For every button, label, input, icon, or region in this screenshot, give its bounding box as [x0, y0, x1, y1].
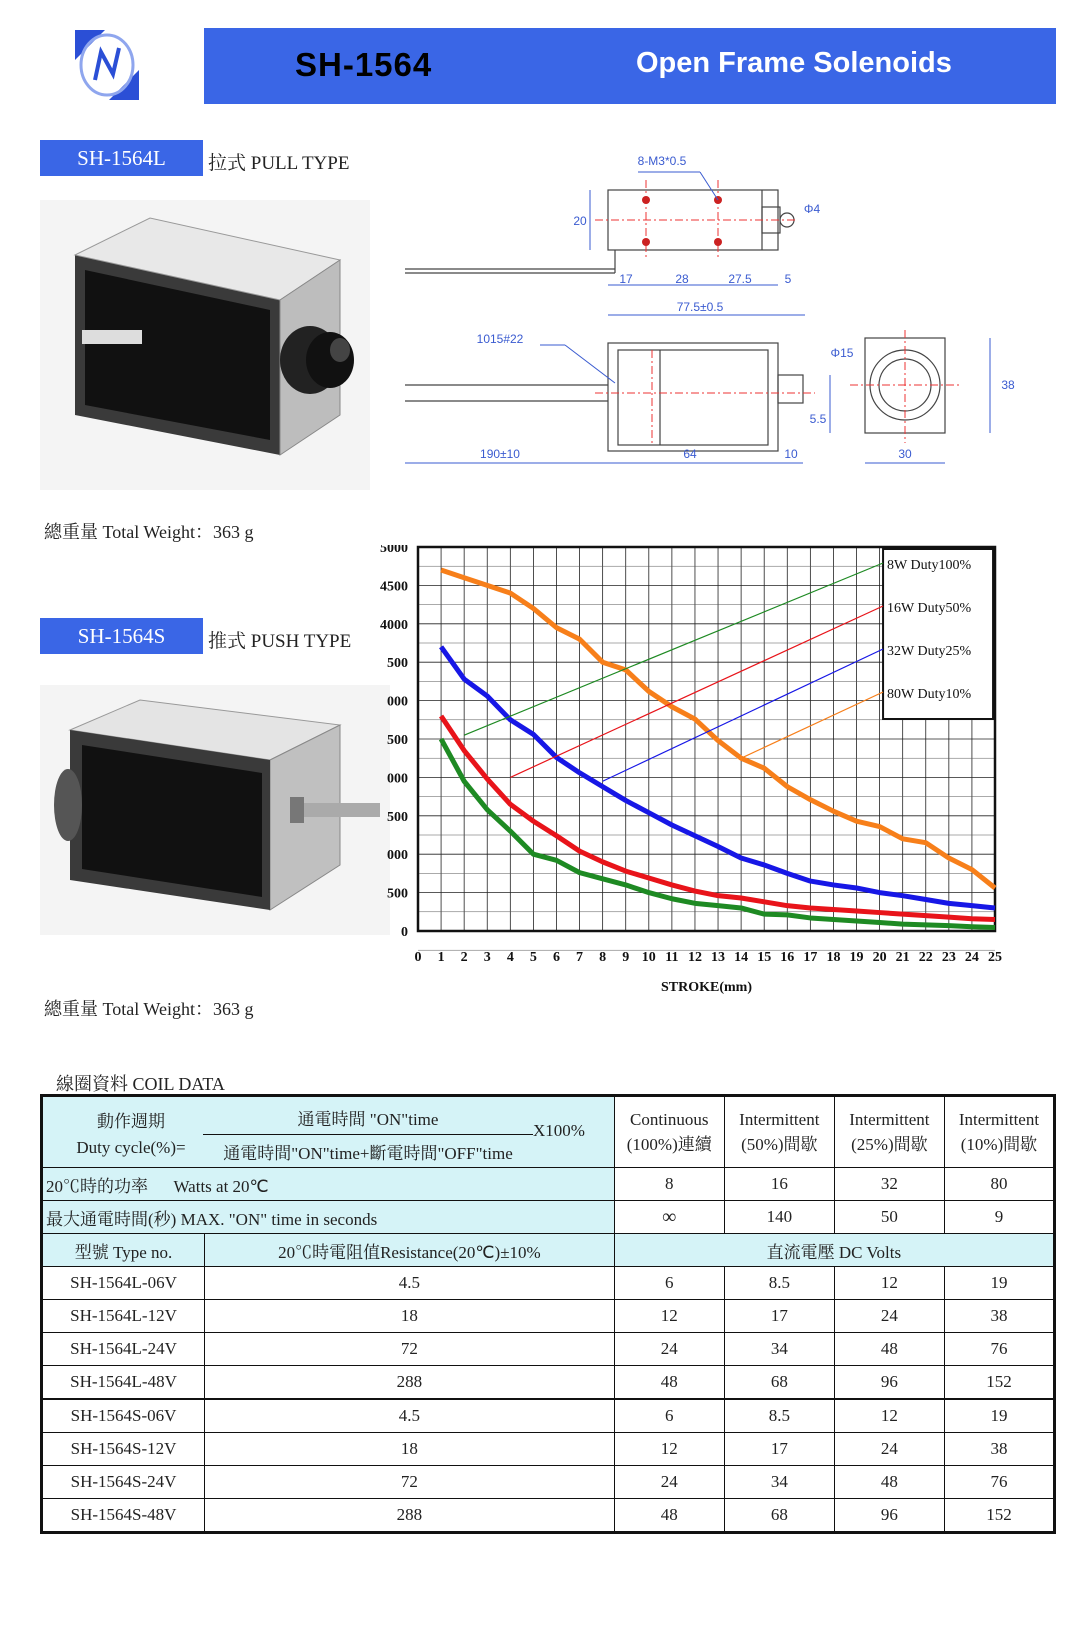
voltage-cell: 48	[614, 1499, 724, 1533]
col-header-10: Intermittent (10%)間歇	[944, 1096, 1054, 1168]
table-row	[42, 1267, 1055, 1300]
category-title: Open Frame Solenoids	[636, 47, 952, 79]
dim-30: 30	[898, 447, 912, 461]
resistance-cell: 72	[205, 1333, 615, 1366]
voltage-cell: 6	[614, 1399, 724, 1433]
pull-solenoid-photo	[40, 200, 370, 490]
voltage-cell: 48	[834, 1466, 944, 1499]
dimension-drawing	[400, 145, 1040, 510]
resistance-cell: 18	[205, 1433, 615, 1466]
dim-5: 5	[784, 272, 792, 286]
y-tick-label: 500	[387, 656, 408, 672]
voltage-cell: 12	[614, 1433, 724, 1466]
type-cell: SH-1564S-12V	[42, 1433, 205, 1466]
resistance-cell: 72	[205, 1466, 615, 1499]
table-row	[42, 1433, 1055, 1466]
x-axis-label: STROKE(mm)	[661, 980, 752, 995]
x-tick-label: 11	[665, 950, 679, 965]
col-header-50: Intermittent (50%)間歇	[724, 1096, 834, 1168]
voltage-cell: 38	[944, 1433, 1054, 1466]
type-cell: SH-1564L-06V	[42, 1267, 205, 1300]
dim-height: 20	[573, 214, 587, 228]
force-stroke-chart	[370, 545, 1050, 1030]
table-row	[42, 1399, 1055, 1433]
x-tick-label: 9	[622, 950, 630, 965]
y-tick-label: 0	[401, 925, 408, 940]
x-tick-label: 1	[437, 950, 445, 965]
legend-entry: 8W Duty100%	[887, 558, 972, 573]
y-tick-label: 4500	[380, 579, 408, 595]
dim-38: 38	[1001, 378, 1015, 392]
voltage-cell: 12	[834, 1267, 944, 1300]
x-tick-label: 13	[711, 950, 726, 965]
y-tick-label: 000	[387, 848, 408, 864]
table-row	[42, 1333, 1055, 1366]
voltage-cell: 19	[944, 1267, 1054, 1300]
watts-value: 32	[834, 1168, 944, 1201]
voltage-cell: 152	[944, 1366, 1054, 1400]
resistance-cell: 18	[205, 1300, 615, 1333]
voltage-cell: 12	[614, 1300, 724, 1333]
x-tick-label: 21	[895, 950, 910, 965]
y-tick-label: 500	[387, 886, 408, 902]
x-tick-label: 25	[988, 950, 1002, 965]
table-row	[42, 1300, 1055, 1333]
legend-entry: 80W Duty10%	[887, 687, 972, 702]
x-tick-label: 0	[414, 950, 422, 965]
dim-27-5: 27.5	[728, 272, 752, 286]
dim-lead-length: 190±10	[480, 447, 520, 461]
resistance-cell: 288	[205, 1499, 615, 1533]
legend-entry: 16W Duty50%	[887, 601, 972, 616]
resistance-header: 20℃時電阻值Resistance(20℃)±10%	[205, 1234, 615, 1267]
dim-17: 17	[619, 272, 633, 286]
duty-label-cn: 動作週期	[97, 1112, 165, 1131]
voltage-cell: 96	[834, 1366, 944, 1400]
variant-tag-pull: SH-1564L	[40, 140, 203, 176]
watts-value: 80	[944, 1168, 1054, 1201]
max-on-value: 140	[724, 1201, 834, 1234]
type-cell: SH-1564S-24V	[42, 1466, 205, 1499]
y-tick-label: 000	[387, 694, 408, 710]
x-tick-label: 7	[576, 950, 584, 965]
x-tick-label: 2	[460, 950, 468, 965]
voltage-cell: 68	[724, 1499, 834, 1533]
legend-pointer	[741, 692, 883, 758]
x-tick-label: 23	[941, 950, 956, 965]
duty-numerator: 通電時間 "ON"time	[297, 1110, 439, 1129]
x-tick-label: 5	[529, 950, 537, 965]
resistance-cell: 4.5	[205, 1399, 615, 1433]
voltage-cell: 17	[724, 1300, 834, 1333]
voltage-cell: 8.5	[724, 1399, 834, 1433]
voltage-cell: 76	[944, 1466, 1054, 1499]
company-logo	[75, 30, 139, 100]
x-tick-label: 16	[780, 950, 795, 965]
col-header-25: Intermittent (25%)間歇	[834, 1096, 944, 1168]
variant-tag-push: SH-1564S	[40, 618, 203, 654]
voltage-cell: 38	[944, 1300, 1054, 1333]
dim-28: 28	[675, 272, 689, 286]
push-weight: 總重量 Total Weight：363 g	[44, 999, 254, 1019]
pull-weight: 總重量 Total Weight：363 g	[44, 522, 254, 542]
dim-wire: 1015#22	[476, 332, 524, 346]
x-tick-label: 20	[872, 950, 887, 965]
push-solenoid-photo	[40, 685, 390, 935]
max-on-value: ∞	[614, 1201, 724, 1234]
watts-value: 8	[614, 1168, 724, 1201]
y-tick-label: 5000	[380, 545, 408, 556]
resistance-cell: 288	[205, 1366, 615, 1400]
type-header: 型號 Type no.	[42, 1234, 205, 1267]
voltage-cell: 96	[834, 1499, 944, 1533]
voltage-cell: 17	[724, 1433, 834, 1466]
x-tick-label: 17	[803, 950, 818, 965]
table-row	[42, 1499, 1055, 1533]
voltage-cell: 12	[834, 1399, 944, 1433]
max-on-label: 最大通電時間(秒) MAX. "ON" time in seconds	[42, 1201, 615, 1234]
x-tick-label: 18	[826, 950, 841, 965]
x-tick-label: 12	[687, 950, 702, 965]
type-cell: SH-1564L-48V	[42, 1366, 205, 1400]
max-on-value: 50	[834, 1201, 944, 1234]
dim-10: 10	[784, 447, 798, 461]
y-tick-label: 500	[387, 809, 408, 825]
voltage-cell: 8.5	[724, 1267, 834, 1300]
col-header-100: Continuous (100%)連續	[614, 1096, 724, 1168]
watts-value: 16	[724, 1168, 834, 1201]
y-tick-label: 000	[387, 771, 408, 787]
x-tick-label: 6	[552, 950, 560, 965]
voltage-cell: 76	[944, 1333, 1054, 1366]
voltage-cell: 19	[944, 1399, 1054, 1433]
x-tick-label: 8	[599, 950, 607, 965]
type-cell: SH-1564S-48V	[42, 1499, 205, 1533]
coil-data-caption: 線圈資料 COIL DATA	[56, 1074, 225, 1094]
x-tick-label: 22	[918, 950, 933, 965]
voltage-cell: 48	[834, 1333, 944, 1366]
voltage-cell: 24	[834, 1433, 944, 1466]
max-on-value: 9	[944, 1201, 1054, 1234]
x-tick-label: 14	[734, 950, 749, 965]
variant-desc-push: 推式 PUSH TYPE	[208, 631, 352, 652]
type-cell: SH-1564L-24V	[42, 1333, 205, 1366]
model-title: SH-1564	[295, 46, 433, 83]
x-tick-label: 3	[483, 950, 491, 965]
dim-plunger-diameter: Φ15	[830, 346, 854, 360]
y-tick-label: 4000	[380, 617, 408, 633]
voltage-cell: 152	[944, 1499, 1054, 1533]
dim-64: 64	[683, 447, 697, 461]
table-row	[42, 1366, 1055, 1400]
duty-denominator: 通電時間"ON"time+斷電時間"OFF"time	[223, 1144, 513, 1163]
watts-label: 20℃時的功率 Watts at 20℃	[42, 1168, 615, 1201]
voltage-cell: 34	[724, 1466, 834, 1499]
voltage-cell: 6	[614, 1267, 724, 1300]
dim-screw: 8-M3*0.5	[637, 154, 687, 168]
voltage-cell: 68	[724, 1366, 834, 1400]
variant-desc-pull: 拉式 PULL TYPE	[208, 153, 350, 174]
voltage-cell: 48	[614, 1366, 724, 1400]
dim-pin-diameter: Φ4	[803, 202, 821, 216]
duty-multiplier: X100%	[533, 1121, 585, 1140]
x-tick-label: 24	[964, 950, 979, 965]
voltage-header: 直流電壓 DC Volts	[614, 1234, 1054, 1267]
voltage-cell: 34	[724, 1333, 834, 1366]
table-row	[42, 1466, 1055, 1499]
dim-5-5: 5.5	[809, 412, 827, 426]
type-cell: SH-1564L-12V	[42, 1300, 205, 1333]
x-tick-label: 10	[641, 950, 656, 965]
type-cell: SH-1564S-06V	[42, 1399, 205, 1433]
resistance-cell: 4.5	[205, 1267, 615, 1300]
y-tick-label: 500	[387, 733, 408, 748]
voltage-cell: 24	[834, 1300, 944, 1333]
voltage-cell: 24	[614, 1466, 724, 1499]
voltage-cell: 24	[614, 1333, 724, 1366]
duty-label-en: Duty cycle(%)=	[76, 1138, 186, 1157]
x-tick-label: 15	[757, 950, 772, 965]
duty-formula-cell	[42, 1096, 615, 1168]
dim-length: 77.5±0.5	[676, 300, 724, 314]
x-tick-label: 19	[849, 950, 864, 965]
x-tick-label: 4	[506, 950, 514, 965]
legend-entry: 32W Duty25%	[887, 644, 972, 659]
coil-data-table	[40, 1094, 1056, 1534]
